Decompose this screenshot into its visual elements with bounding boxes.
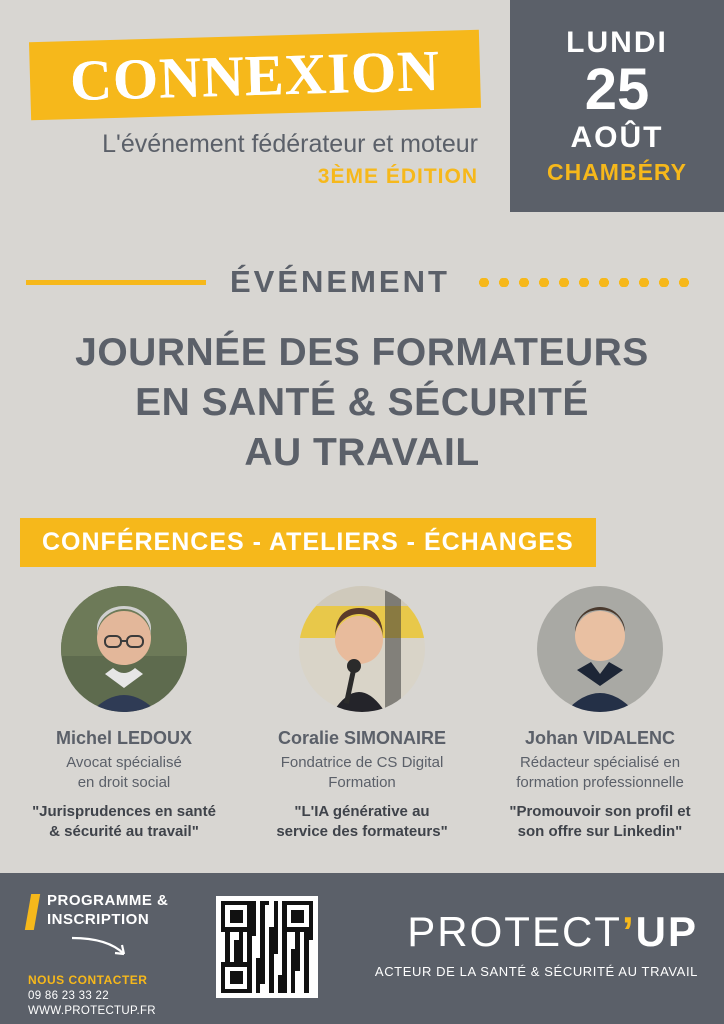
- page-title-line-3: AU TRAVAIL: [244, 430, 480, 474]
- date-number: 25: [584, 57, 650, 122]
- tagline-banner: CONFÉRENCES - ATELIERS - ÉCHANGES: [20, 518, 596, 567]
- curved-arrow-icon: [68, 934, 218, 969]
- brand-block: [30, 36, 500, 189]
- brand-title: CONNEXION: [69, 37, 441, 113]
- programme-label: [47, 892, 168, 930]
- brand-edition: 3ÈME ÉDITION: [317, 165, 478, 188]
- logo-apostrophe: ’: [621, 908, 636, 955]
- speaker-name: Michel LEDOUX: [55, 728, 193, 748]
- programme-label-line-2: INSCRIPTION: [47, 910, 150, 928]
- portrait-icon: [537, 586, 663, 712]
- date-block: [510, 0, 724, 212]
- speaker-topic-line-2: service des formateurs": [276, 823, 448, 841]
- speaker-name: Coralie SIMONAIRE: [277, 728, 447, 748]
- speaker-topic: [258, 802, 466, 843]
- portrait-icon: [61, 586, 187, 712]
- speaker-role-line-1: Rédacteur spécialisé en: [519, 754, 681, 771]
- programme-row: [28, 892, 218, 930]
- speaker-card: [258, 586, 466, 843]
- date-day: LUNDI: [566, 26, 668, 59]
- avatar: [299, 586, 425, 712]
- speaker-role-line-2: formation professionnelle: [516, 773, 684, 791]
- qr-code[interactable]: [216, 896, 318, 998]
- footer-divider: [0, 870, 724, 873]
- contact-website[interactable]: WWW.PROTECTUP.FR: [28, 1005, 156, 1017]
- speaker-topic-line-2: & sécurité au travail": [49, 823, 199, 841]
- speaker-topic: [20, 802, 228, 843]
- contact-title: NOUS CONTACTER: [28, 973, 148, 987]
- speaker-topic-line-1: "L'IA générative au: [294, 803, 430, 820]
- footer-contact-block: [28, 892, 218, 1017]
- page-title-line-1: JOURNÉE DES FORMATEURS: [75, 331, 649, 374]
- rule-solid-decoration: [26, 280, 206, 285]
- speaker-topic-line-2: son offre sur Linkedin": [517, 823, 683, 841]
- speaker-topic-line-1: "Jurisprudences en santé: [32, 803, 216, 820]
- event-label: ÉVÉNEMENT: [230, 264, 450, 299]
- speaker-role-line-1: Fondatrice de CS Digital: [280, 754, 444, 771]
- logo-part-1: PROTECT: [407, 908, 622, 955]
- accent-bar-icon: [25, 894, 40, 930]
- avatar: [537, 586, 663, 712]
- avatar: [61, 586, 187, 712]
- brand-band: [29, 30, 481, 121]
- programme-label-line-1: PROGRAMME &: [47, 892, 169, 909]
- speakers-list: [0, 586, 724, 843]
- contact-phone[interactable]: 09 86 23 33 22: [28, 990, 109, 1002]
- qr-code-matrix: [221, 901, 313, 993]
- speaker-role-line-2: Formation: [328, 773, 396, 791]
- poster-header: [0, 0, 724, 212]
- speaker-role-line-1: Avocat spécialisé: [66, 754, 182, 771]
- company-logo-text: [375, 908, 698, 956]
- speaker-card: [20, 586, 228, 843]
- speaker-role: [258, 753, 466, 792]
- company-logo: [375, 908, 698, 979]
- speaker-name: Johan VIDALENC: [524, 728, 675, 748]
- page-title: [0, 328, 724, 478]
- speaker-role: [20, 753, 228, 792]
- rule-dotted-decoration: [474, 278, 698, 287]
- speaker-topic: [496, 802, 704, 843]
- speaker-role-line-2: en droit social: [77, 773, 171, 791]
- date-month: AOÛT: [570, 120, 664, 154]
- poster-footer: [0, 870, 724, 1024]
- page-title-line-2: EN SANTÉ & SÉCURITÉ: [135, 380, 589, 424]
- logo-part-2: UP: [635, 908, 698, 955]
- event-label-row: [0, 262, 724, 302]
- speaker-role: [496, 753, 704, 792]
- portrait-icon: [299, 586, 425, 712]
- speaker-topic-line-1: "Promouvoir son profil et: [509, 803, 691, 820]
- company-tagline: ACTEUR DE LA SANTÉ & SÉCURITÉ AU TRAVAIL: [374, 964, 698, 979]
- brand-subtitle: L'événement fédérateur et moteur: [102, 130, 478, 158]
- speaker-card: [496, 586, 704, 843]
- date-city: CHAMBÉRY: [546, 158, 688, 185]
